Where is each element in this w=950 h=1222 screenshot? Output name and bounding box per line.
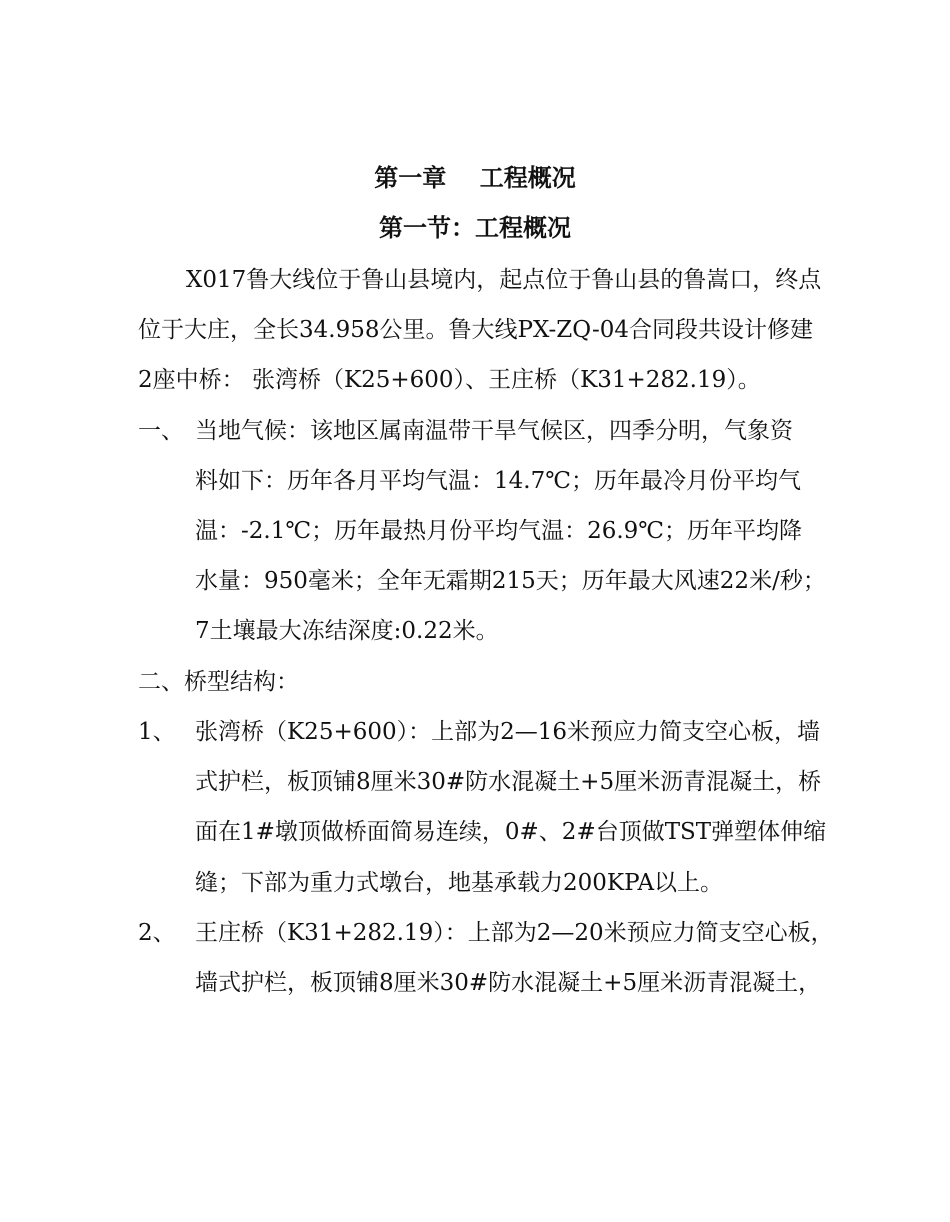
bridge-line: 墙式护栏，板顶铺8厘米30#防水混凝土+5厘米沥青混凝土， xyxy=(195,970,822,996)
structure-heading: 二、桥型结构： xyxy=(138,669,299,695)
intro-line: X017鲁大线位于鲁山县境内，起点位于鲁山县的鲁嵩口，终点 xyxy=(186,267,822,293)
bridge-line: 面在1#墩顶做桥面简易连续，0#、2#台顶做TST弹塑体伸缩 xyxy=(195,819,827,845)
intro-line: 位于大庄，全长34.958公里。鲁大线PX-ZQ-04合同段共设计修建 xyxy=(138,317,813,343)
bridge-line: 式护栏，板顶铺8厘米30#防水混凝土+5厘米沥青混凝土，桥 xyxy=(195,769,822,795)
climate-line: 料如下：历年各月平均气温：14.7℃；历年最冷月份平均气 xyxy=(195,468,801,494)
climate-line: 水量：950毫米；全年无霜期215天；历年最大风速22米/秒； xyxy=(195,568,826,594)
bridge-line: 张湾桥（K25+600）：上部为2—16米预应力简支空心板，墙 xyxy=(195,719,821,745)
bridge-marker: 1、 xyxy=(138,719,176,745)
bridge-line: 王庄桥（K31+282.19）：上部为2—20米预应力简支空心板， xyxy=(195,920,834,946)
bridge-line: 缝；下部为重力式墩台，地基承载力200KPA以上。 xyxy=(195,870,724,896)
intro-line: 2座中桥： 张湾桥（K25+600）、王庄桥（K31+282.19）。 xyxy=(138,367,761,393)
section-title: 第一节：工程概况 xyxy=(379,214,571,242)
climate-marker: 一、 xyxy=(138,418,184,444)
climate-line: 当地气候：该地区属南温带干旱气候区，四季分明，气象资 xyxy=(195,418,793,444)
climate-line: 7土壤最大冻结深度:0.22米。 xyxy=(195,618,499,644)
bridge-marker: 2、 xyxy=(138,920,176,946)
chapter-title: 第一章 工程概况 xyxy=(374,164,576,192)
climate-line: 温：-2.1℃；历年最热月份平均气温：26.9℃；历年平均降 xyxy=(195,518,803,544)
